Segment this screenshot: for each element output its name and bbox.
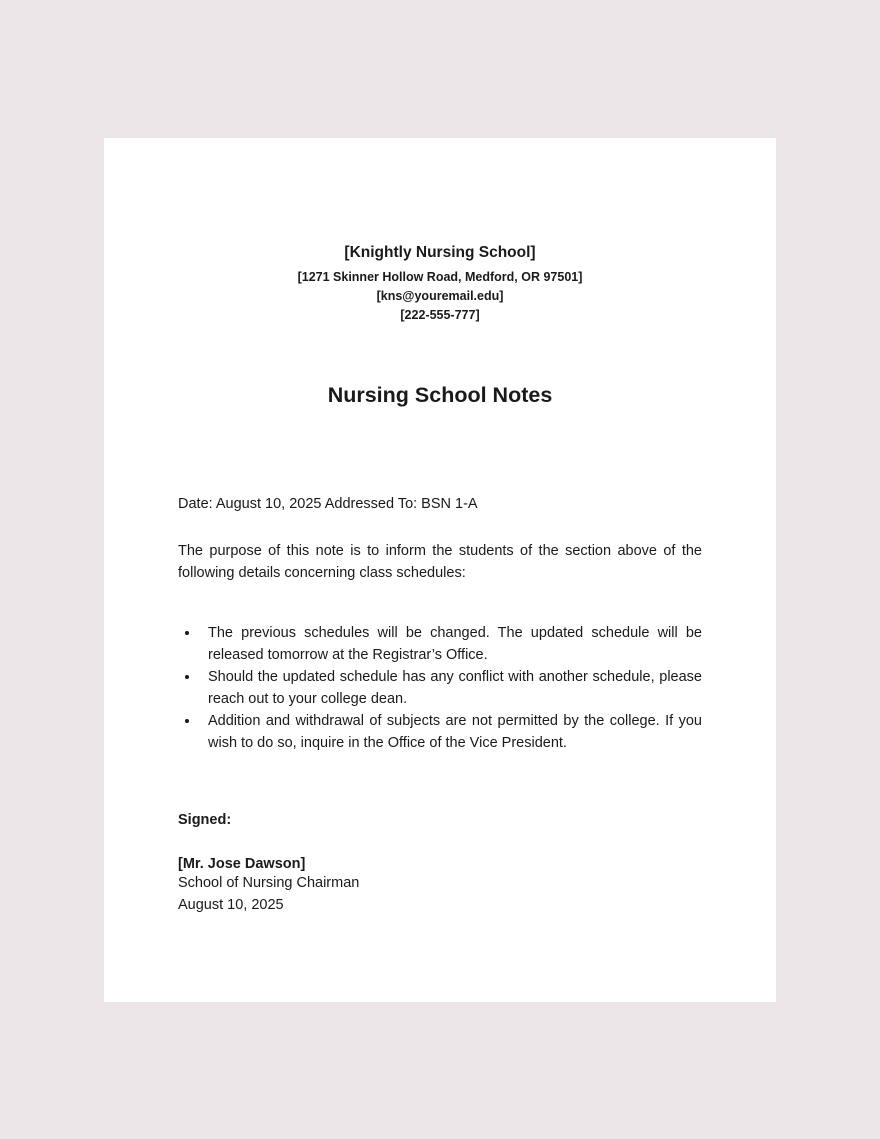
details-bullet-list xyxy=(178,622,702,754)
document-content xyxy=(104,138,776,916)
page-title: Nursing School Notes xyxy=(327,383,553,407)
bullet-item: • The previous schedules will be changed. The updated schedule will be released tomorrow at the Registrar’s Office. xyxy=(200,622,702,666)
school-email: [kns@youremail.edu] xyxy=(376,289,504,303)
signed-label: Signed: xyxy=(178,812,232,828)
signature-name: [Mr. Jose Dawson] xyxy=(178,856,306,872)
date-addressed-line: Date: August 10, 2025 Addressed To: BSN 1-A xyxy=(178,496,478,512)
signature-position: School of Nursing Chairman xyxy=(178,875,360,891)
signature-date: August 10, 2025 xyxy=(178,897,284,913)
letterhead xyxy=(178,244,702,325)
document-page xyxy=(104,138,776,1002)
intro-paragraph: The purpose of this note is to inform the students of the section above of the following details concerning class schedules: xyxy=(178,543,702,581)
school-address: [1271 Skinner Hollow Road, Medford, OR 97501] xyxy=(297,270,583,284)
bullet-item: • Addition and withdrawal of subjects are not permitted by the college. If you wish to do so, inquire in the Office of the Vice President. xyxy=(200,710,702,754)
school-name: [Knightly Nursing School] xyxy=(344,244,536,261)
school-phone: [222-555-777] xyxy=(400,308,480,322)
bullet-item: • Should the updated schedule has any conflict with another schedule, please reach out to your college dean. xyxy=(200,666,702,710)
